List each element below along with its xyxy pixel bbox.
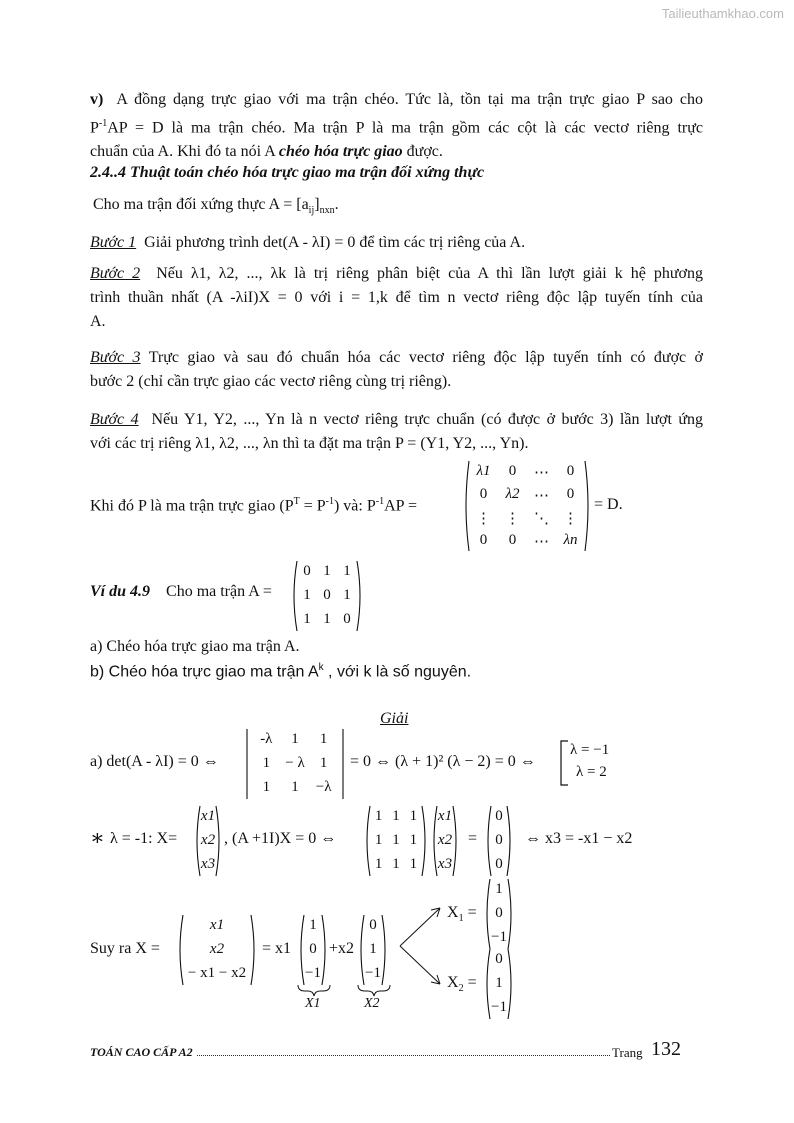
matrix-cell: ⋮	[505, 510, 520, 527]
matrix-cell: 0	[508, 462, 517, 479]
matrix-cell: 0	[303, 563, 311, 579]
matrix-cell: x3	[437, 856, 453, 872]
example-label: Ví du 4.9	[90, 583, 151, 600]
matrix-cell: x1	[437, 808, 453, 824]
step-text: Giải phương trình det(A - λI) = 0 để tìm các trị riêng của A.	[144, 234, 526, 251]
matrix-cell: −1	[491, 999, 507, 1015]
matrix-cell: 0	[495, 856, 503, 872]
step-text: Nếu λ1, λ2, ..., λk là trị riêng phân biệt của A thì lần lượt giải k hệ phương	[156, 265, 704, 282]
equals-sign: =	[468, 830, 478, 847]
arrows	[396, 896, 446, 996]
matrix-cell: 1	[319, 731, 328, 747]
task-b-tail: , với k là số nguyên.	[323, 663, 472, 681]
matrix-cell: 0	[343, 611, 351, 627]
step-4	[90, 408, 703, 456]
footer-title: TOÁN CAO CẤP A2	[90, 1045, 197, 1060]
matrix-cell: 0	[495, 832, 503, 848]
matrix-a	[290, 560, 364, 632]
matrix-cell: 0	[479, 531, 488, 548]
lambda-prefix: λ = -1: X=	[110, 830, 178, 847]
equals-d: = D.	[594, 496, 623, 513]
matrix-cell: 1	[309, 917, 317, 933]
step-label: Bước 3	[90, 349, 141, 366]
section-title: 2.4..4 Thuật toán chéo hóa trực giao ma trận đối xứng thực	[90, 164, 485, 181]
emphasis: chéo hóa trực giao	[278, 143, 403, 161]
matrix-cell: 1	[323, 611, 331, 627]
root: λ = −1	[570, 742, 610, 758]
x1-eq: $X_1$ =	[447, 904, 477, 925]
orthogonal-text: Khi đó P là ma trận trực giao $(P^T = P^{-1})$ và: $P^{-1}AP$ =	[90, 496, 417, 515]
x-vector	[193, 805, 223, 877]
matrix-cell: 0	[495, 905, 503, 921]
page-number: 132	[651, 1038, 681, 1060]
x-vector	[430, 805, 460, 877]
matrix-cell: 1	[392, 856, 400, 872]
matrix-cell: 1	[262, 779, 271, 795]
matrix-cell: 1	[291, 731, 299, 747]
suyra-eq: = x1	[262, 940, 292, 957]
item-label: v)	[90, 91, 104, 108]
det-prefix: a) det(A - λI) = 0 ⇔	[90, 753, 219, 770]
eigenvector-x2	[483, 948, 515, 1020]
matrix-cell: − x1 − x2	[187, 965, 247, 981]
matrix-cell: λn	[563, 531, 578, 548]
matrix-cell: 1	[343, 587, 351, 603]
matrix-cell: 1	[409, 808, 418, 824]
step-text: Nếu Y1, Y2, ..., Yn là n vectơ riêng trực chuẩn (có được ở bước 3) lần lượt ứng	[151, 411, 704, 428]
matrix-cell: λ2	[505, 485, 520, 502]
matrix-cell: 1	[343, 563, 351, 579]
matrix-cell: 1	[409, 856, 418, 872]
matrix-cell: ⋯	[534, 464, 549, 481]
matrix-cell: −1	[305, 965, 321, 981]
line: A đồng dạng trực giao với ma trận chéo. Tức là, tồn tại ma trận trực giao P sao cho	[116, 91, 704, 108]
matrix-cell: 1	[495, 975, 503, 991]
solution-title: Giải	[380, 710, 409, 727]
suyra-prefix: Suy ra X =	[90, 940, 160, 957]
example-text: Cho ma trận A =	[166, 583, 272, 600]
orth-line: Khi đó P là ma trận trực giao (P	[90, 497, 294, 515]
matrix-cell: x2	[437, 832, 453, 848]
matrix-cell: 1	[303, 587, 311, 603]
label-x2: X2	[364, 996, 380, 1011]
matrix-cell: ⋯	[534, 533, 549, 550]
matrix-cell: 1	[323, 563, 331, 579]
intro-line: Cho ma trận đối xứng thực A = [a	[93, 196, 309, 213]
x-column	[176, 914, 258, 986]
ones-matrix	[363, 805, 429, 877]
matrix-cell: -λ	[260, 731, 273, 747]
matrix-cell: ⋮	[563, 510, 578, 527]
vector-x2	[357, 914, 389, 986]
step-1	[90, 234, 525, 252]
matrix-cell: 1	[374, 856, 383, 872]
step-label: Bước 4	[90, 411, 139, 428]
step-2	[90, 262, 703, 334]
det-equation: = 0 ⇔ (λ + 1)² (λ − 2) = 0 ⇔	[350, 753, 536, 770]
footer-trang: Trang	[612, 1045, 643, 1060]
matrix-cell: − λ	[285, 755, 305, 771]
matrix-cell: 0	[309, 941, 317, 957]
line: được.	[402, 143, 443, 161]
step-text: trình thuần nhất (A -λiI)X = 0 với i = 1,k để tìm n vectơ riêng độc lập tuyến tính của	[90, 289, 703, 306]
matrix-cell: 1	[374, 832, 383, 848]
matrix-cell: 0	[495, 951, 503, 967]
matrix-cell: ⋱	[534, 510, 549, 527]
matrix-cell: 1	[374, 808, 383, 824]
line: AP = D là ma trận chéo. Ma trận P là ma trận gồm các cột là các vectơ riêng trực	[107, 119, 703, 137]
roots-bracket	[558, 740, 618, 786]
arrow-up-icon	[400, 908, 440, 946]
watermark: Tailieuthamkhao.com	[661, 6, 784, 21]
matrix-cell: 1	[303, 611, 311, 627]
star-icon: ∗	[90, 825, 105, 850]
matrix-cell: 1	[319, 755, 328, 771]
matrix-cell: 1	[369, 941, 377, 957]
matrix-cell: x2	[200, 832, 216, 848]
det-matrix	[245, 728, 345, 800]
step-label: Bước 2	[90, 265, 141, 282]
task-b: b) Chéo hóa trực giao ma trận $A^k$ , với k là số nguyên.	[90, 662, 472, 681]
step-3	[90, 346, 703, 394]
matrix-cell: 0	[566, 462, 575, 479]
task-b-text: b) Chéo hóa trực giao ma trận A	[90, 663, 319, 681]
example-heading	[90, 583, 272, 601]
matrix-cell: 0	[323, 587, 331, 603]
matrix-cell: ⋮	[476, 510, 491, 527]
matrix-cell: 0	[479, 485, 488, 502]
matrix-cell: x3	[200, 856, 216, 872]
matrix-cell: −λ	[315, 779, 332, 795]
matrix-cell: −1	[365, 965, 381, 981]
matrix-cell: x1	[200, 808, 216, 824]
step-text: A.	[90, 313, 106, 330]
matrix-cell: 1	[291, 779, 299, 795]
diagonal-matrix	[462, 460, 592, 552]
eigenvector-x1	[483, 878, 515, 950]
step-text: bước 2 (chỉ cần trực giao các vectơ riêng cùng trị riêng).	[90, 373, 452, 390]
zero-vector	[484, 805, 514, 877]
matrix-cell: −1	[491, 929, 507, 945]
matrix-cell: 1	[409, 832, 418, 848]
lambda-result: ⇔ x3 = -x1 − x2	[525, 830, 633, 847]
matrix-cell: ⋯	[534, 487, 549, 504]
matrix-cell: 1	[392, 832, 400, 848]
intro-text: Cho ma trận đối xứng thực $A = [a_{ij}]_{nxn}$.	[93, 196, 339, 217]
paragraph-v: v) A đồng dạng trực giao với ma trận chéo. Tức là, tồn tại ma trận trực giao P sao cho $P^{-1}AP = D$ là ma trận chéo. Ma trận P là ma trận gồm các cột là các vectơ riêng trực chuẩn của A. Khi đó ta nói A chéo hóa trực giao được.	[90, 91, 704, 161]
matrix-cell: x1	[209, 917, 225, 933]
matrix-cell: x2	[209, 941, 225, 957]
label-x1: X1	[305, 996, 321, 1011]
underbrace-icon	[358, 985, 390, 996]
x2-eq: $X_2$ =	[447, 974, 477, 995]
bracket-icon	[558, 740, 570, 786]
step-label: Bước 1	[90, 234, 137, 251]
arrow-down-icon	[400, 946, 440, 984]
suyra-plus: +x2	[329, 940, 355, 957]
lambda-equation: , (A +1I)X = 0 ⇔	[224, 830, 337, 847]
underbrace-icon	[298, 985, 330, 996]
step-text: Trực giao và sau đó chuẩn hóa các vectơ riêng độc lập tuyến tính có được ở	[148, 349, 704, 366]
vector-x1	[297, 914, 329, 986]
matrix-cell: 0	[566, 485, 575, 502]
matrix-cell: 0	[508, 531, 517, 548]
step-text: với các trị riêng λ1, λ2, ..., λn thì ta đặt ma trận P = (Y1, Y2, ..., Yn).	[90, 435, 529, 452]
matrix-cell: 1	[495, 881, 503, 897]
matrix-cell: λ1	[476, 462, 491, 479]
root: λ = 2	[576, 764, 607, 780]
matrix-cell: 1	[262, 755, 271, 771]
matrix-cell: 0	[369, 917, 377, 933]
matrix-cell: 0	[495, 808, 503, 824]
line: chuẩn của A. Khi đó ta nói A	[90, 143, 279, 161]
task-a: a) Chéo hóa trực giao ma trận A.	[90, 638, 300, 655]
matrix-cell: 1	[392, 808, 400, 824]
